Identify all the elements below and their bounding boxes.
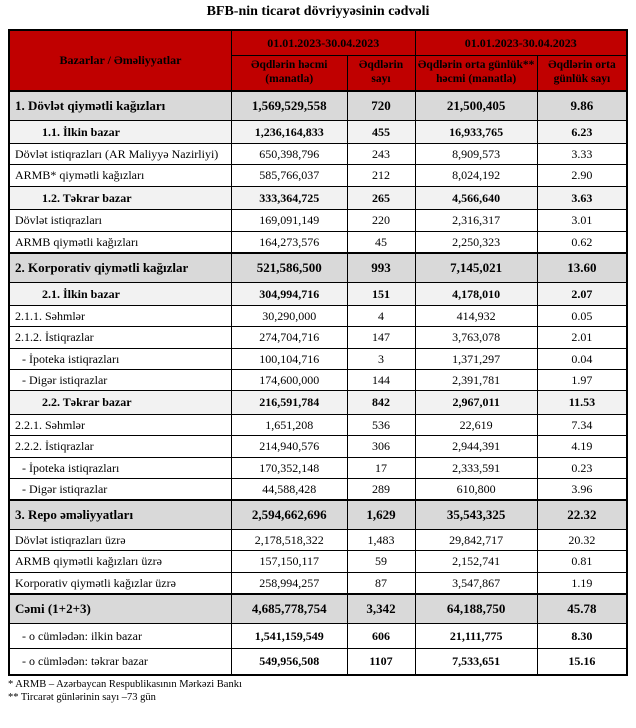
table-row [9,253,627,282]
row-label: - o cümlədən: ilkin bazar [9,623,231,648]
row-value: 2,178,518,322 [231,530,347,551]
row-value: 3.01 [537,210,627,231]
table-row [9,120,627,143]
row-value: 44,588,428 [231,479,347,501]
row-value: 45.78 [537,594,627,623]
row-value: 274,704,716 [231,327,347,348]
row-label: 2.1.2. İstiqrazlar [9,327,231,348]
row-label: - Digər istiqrazlar [9,479,231,501]
table-row [9,327,627,348]
row-value: 59 [347,551,415,572]
row-value: 7,533,651 [415,649,537,675]
row-value: 1,371,297 [415,348,537,369]
row-label: ARMB* qiymətli kağızları [9,165,231,186]
row-value: 170,352,148 [231,457,347,478]
page-title: BFB-nin ticarət dövriyyəsinin cədvəli [206,4,430,19]
row-value: 2,333,591 [415,457,537,478]
row-label: 3. Repo əməliyyatları [9,500,231,529]
row-value: 243 [347,143,415,164]
row-value: 30,290,000 [231,305,347,326]
table-row [9,572,627,594]
row-label: 2.2.1. Səhmlər [9,414,231,435]
row-value: 21,500,405 [415,91,537,120]
row-value: 1,483 [347,530,415,551]
table-row [9,391,627,414]
row-label: Korporativ qiymətli kağızlar üzrə [9,572,231,594]
table-row [9,210,627,231]
row-value: 164,273,576 [231,231,347,253]
column-header-avg-count: Əqdlərin orta günlük sayı [537,56,627,91]
row-value: 2,152,741 [415,551,537,572]
row-value: 87 [347,572,415,594]
row-label: 2.1.1. Səhmlər [9,305,231,326]
table-row [9,231,627,253]
row-label: Dövlət istiqrazları [9,210,231,231]
table-row [9,414,627,435]
row-label: - o cümlədən: təkrar bazar [9,649,231,675]
row-value: 0.81 [537,551,627,572]
row-value: 21,111,775 [415,623,537,648]
row-value: 549,956,508 [231,649,347,675]
table-body [9,91,627,675]
row-value: 3.63 [537,186,627,209]
row-value: 4,566,640 [415,186,537,209]
row-value: 1,569,529,558 [231,91,347,120]
row-label: - İpoteka istiqrazları [9,348,231,369]
turnover-table [8,29,628,676]
column-header-markets: Bazarlar / Əməliyyatlar [9,30,231,91]
row-value: 720 [347,91,415,120]
row-value: 2,594,662,696 [231,500,347,529]
row-value: 8.30 [537,623,627,648]
row-label: 1.2. Təkrar bazar [9,186,231,209]
table-row [9,594,627,623]
row-value: 1,541,159,549 [231,623,347,648]
row-value: 289 [347,479,415,501]
row-value: 606 [347,623,415,648]
row-value: 306 [347,436,415,457]
row-value: 842 [347,391,415,414]
table-row [9,530,627,551]
row-value: 0.05 [537,305,627,326]
footnote-armb: * ARMB – Azərbaycan Respublikasının Mərkəzi Bankı [8,678,242,690]
row-value: 11.53 [537,391,627,414]
row-value: 2,316,317 [415,210,537,231]
row-value: 216,591,784 [231,391,347,414]
row-label: 2.2. Təkrar bazar [9,391,231,414]
row-value: 45 [347,231,415,253]
row-value: 3,342 [347,594,415,623]
row-value: 22.32 [537,500,627,529]
row-value: 610,800 [415,479,537,501]
table-row [9,370,627,391]
row-value: 2,250,323 [415,231,537,253]
row-value: 220 [347,210,415,231]
row-value: 7.34 [537,414,627,435]
table-row [9,186,627,209]
row-value: 100,104,716 [231,348,347,369]
row-value: 455 [347,120,415,143]
row-value: 17 [347,457,415,478]
row-value: 304,994,716 [231,282,347,305]
row-value: 265 [347,186,415,209]
table-row [9,649,627,675]
row-label: - Digər istiqrazlar [9,370,231,391]
table-header [9,30,627,91]
table-row [9,282,627,305]
table-row [9,457,627,478]
row-value: 1.97 [537,370,627,391]
row-value: 4,178,010 [415,282,537,305]
row-value: 4,685,778,754 [231,594,347,623]
row-label: 2.2.2. İstiqrazlar [9,436,231,457]
table-row [9,91,627,120]
row-value: 3.33 [537,143,627,164]
row-value: 2,967,011 [415,391,537,414]
row-value: 0.62 [537,231,627,253]
table-row [9,165,627,186]
row-value: 64,188,750 [415,594,537,623]
column-header-period-left: 01.01.2023-30.04.2023 [231,30,415,56]
row-label: ARMB qiymətli kağızları [9,231,231,253]
row-label: 2.1. İlkin bazar [9,282,231,305]
row-value: 0.04 [537,348,627,369]
row-value: 2.01 [537,327,627,348]
row-value: 2.07 [537,282,627,305]
table-row [9,143,627,164]
row-value: 3,763,078 [415,327,537,348]
row-value: 2,391,781 [415,370,537,391]
row-value: 29,842,717 [415,530,537,551]
column-header-count: Əqdlərin sayı [347,56,415,91]
row-value: 993 [347,253,415,282]
table-row [9,623,627,648]
row-value: 169,091,149 [231,210,347,231]
row-value: 650,398,796 [231,143,347,164]
table-row [9,436,627,457]
row-label: - İpoteka istiqrazları [9,457,231,478]
row-value: 4.19 [537,436,627,457]
row-value: 3.96 [537,479,627,501]
table-row [9,348,627,369]
row-value: 9.86 [537,91,627,120]
column-header-volume: Əqdlərin həcmi (manatla) [231,56,347,91]
table-row [9,551,627,572]
row-value: 20.32 [537,530,627,551]
row-label: 1.1. İlkin bazar [9,120,231,143]
row-value: 2,944,391 [415,436,537,457]
row-value: 1,629 [347,500,415,529]
row-value: 214,940,576 [231,436,347,457]
row-label: 2. Korporativ qiymətli kağızlar [9,253,231,282]
row-value: 414,932 [415,305,537,326]
row-value: 8,909,573 [415,143,537,164]
row-value: 0.23 [537,457,627,478]
row-label: Cəmi (1+2+3) [9,594,231,623]
row-value: 35,543,325 [415,500,537,529]
row-value: 6.23 [537,120,627,143]
row-label: Dövlət istiqrazları üzrə [9,530,231,551]
row-value: 147 [347,327,415,348]
row-value: 521,586,500 [231,253,347,282]
row-value: 151 [347,282,415,305]
row-value: 1.19 [537,572,627,594]
table-row [9,479,627,501]
row-value: 174,600,000 [231,370,347,391]
row-value: 1107 [347,649,415,675]
header-row-period [9,30,627,56]
footnote-trading-days: ** Tircarət günlərinin sayı –73 gün [8,691,156,703]
row-value: 16,933,765 [415,120,537,143]
table-row [9,500,627,529]
row-value: 212 [347,165,415,186]
row-value: 585,766,037 [231,165,347,186]
row-value: 2.90 [537,165,627,186]
row-value: 3,547,867 [415,572,537,594]
row-value: 22,619 [415,414,537,435]
row-value: 8,024,192 [415,165,537,186]
table-row [9,305,627,326]
row-value: 258,994,257 [231,572,347,594]
row-value: 3 [347,348,415,369]
row-value: 144 [347,370,415,391]
footnotes [8,678,636,704]
row-value: 13.60 [537,253,627,282]
row-value: 1,236,164,833 [231,120,347,143]
row-value: 157,150,117 [231,551,347,572]
row-value: 536 [347,414,415,435]
column-header-period-right: 01.01.2023-30.04.2023 [415,30,627,56]
row-label: ARMB qiymətli kağızları üzrə [9,551,231,572]
row-value: 333,364,725 [231,186,347,209]
row-value: 7,145,021 [415,253,537,282]
row-value: 1,651,208 [231,414,347,435]
row-label: Dövlət istiqrazları (AR Maliyyə Nazirliyi) [9,143,231,164]
row-label: 1. Dövlət qiymətli kağızları [9,91,231,120]
column-header-avg-volume: Əqdlərin orta günlük** həcmi (manatla) [415,56,537,91]
row-value: 4 [347,305,415,326]
row-value: 15.16 [537,649,627,675]
